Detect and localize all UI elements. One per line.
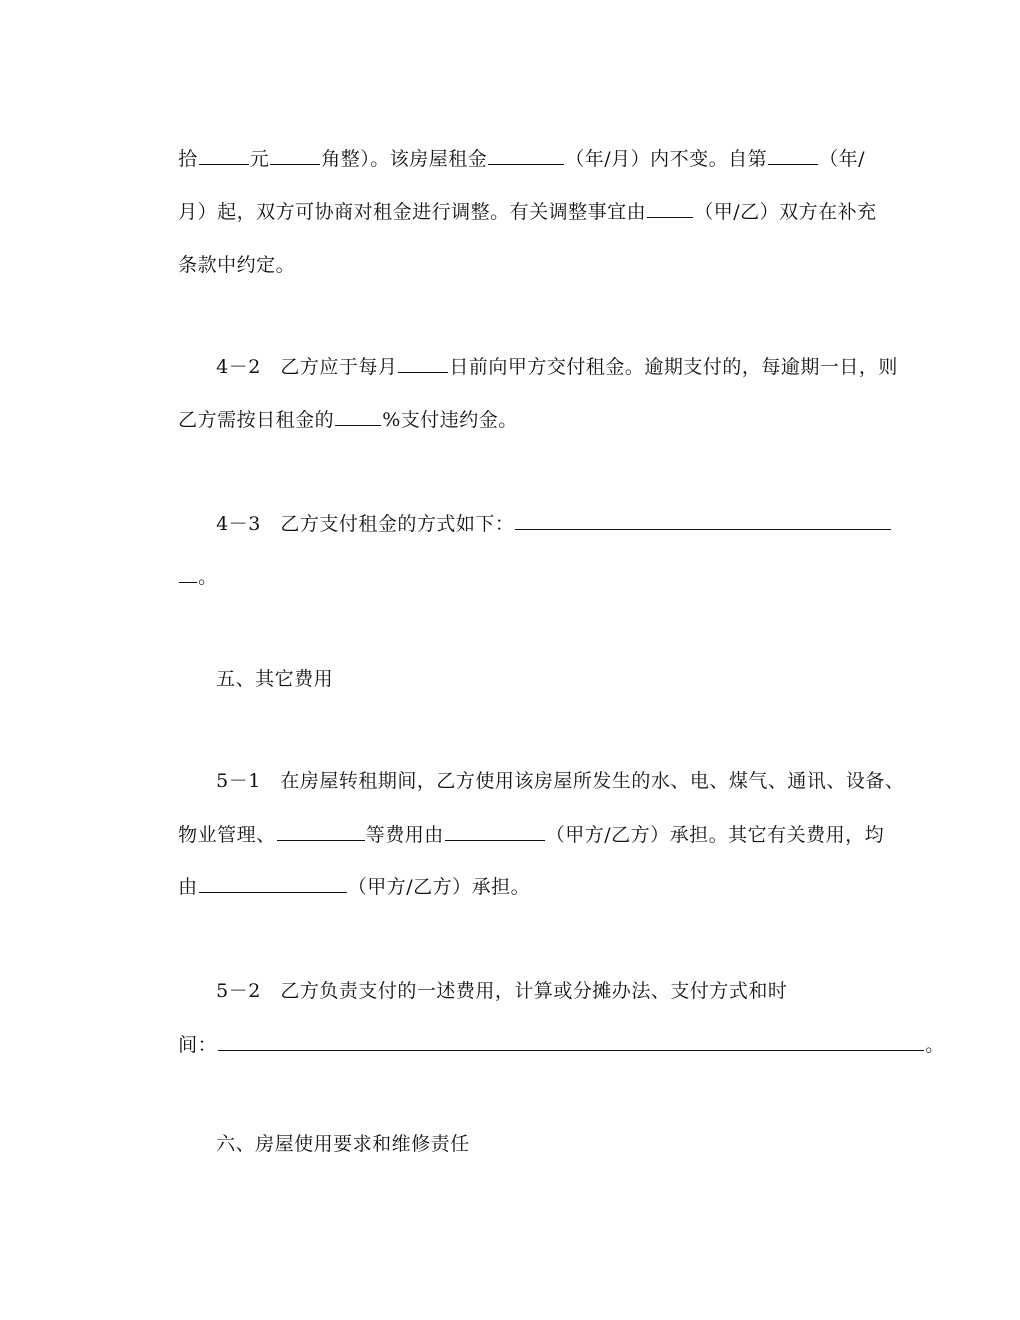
fill-blank: [488, 146, 564, 165]
clause-5-2-line-2: [152, 1008, 945, 1081]
text: （甲/乙）双方在补充: [694, 201, 877, 223]
text: （年/: [819, 148, 866, 170]
text: 月）起，双方可协商对租金进行调整。有关调整事宜由: [178, 201, 647, 223]
fill-blank: [270, 146, 320, 165]
text: 5－2 乙方负责支付的一述费用，计算或分摊办法、支付方式和时: [216, 980, 788, 1002]
text: %支付违约金。: [382, 409, 518, 431]
text: 条款中约定。: [178, 254, 296, 276]
text: 。: [198, 566, 218, 588]
clause-4-3-line-1: [190, 487, 892, 560]
clause-5-1-line-3: [152, 850, 530, 923]
text: 5－1 在房屋转租期间，乙方使用该房屋所发生的水、电、煤气、通讯、设备、: [216, 770, 905, 792]
clause-4-3-line-2: [152, 540, 218, 613]
fill-blank: [218, 1032, 924, 1051]
fill-blank: [768, 146, 818, 165]
text: 乙方需按日租金的: [178, 409, 335, 431]
section-6-heading: [190, 1108, 470, 1180]
fill-blank: [335, 407, 381, 426]
text: 拾: [178, 148, 198, 170]
text: 4－3 乙方支付租金的方式如下：: [216, 513, 515, 535]
heading-text: 五、其它费用: [216, 668, 334, 690]
text: （甲方/乙方）承担。其它有关费用，均: [545, 824, 885, 846]
text: 日前向甲方交付租金。逾期支付的，每逾期一日，则: [449, 356, 898, 378]
fill-blank: [199, 874, 347, 893]
section-5-heading: [190, 643, 333, 715]
text: 。: [925, 1034, 945, 1056]
fill-blank: [179, 564, 197, 583]
clause-4-2-line-2: [152, 383, 518, 456]
fill-blank: [515, 511, 891, 530]
text: 物业管理、: [178, 824, 276, 846]
text: 元: [249, 148, 270, 170]
text: 等费用由: [365, 824, 444, 846]
text: 角整）。该房屋租金: [321, 148, 488, 170]
heading-text: 六、房屋使用要求和维修责任: [216, 1133, 470, 1155]
fill-blank: [277, 822, 365, 841]
fill-blank: [647, 199, 693, 218]
text: （甲方/乙方）承担。: [347, 876, 531, 898]
fill-blank: [445, 822, 545, 841]
text: 间：: [178, 1034, 218, 1056]
fill-blank: [199, 146, 249, 165]
text: 4－2 乙方应于每月: [216, 356, 398, 378]
text: 由: [178, 876, 198, 898]
fill-blank: [398, 354, 448, 373]
para-4-1-line-3: [152, 229, 295, 301]
text: （年/月）内不变。自第: [565, 148, 768, 170]
